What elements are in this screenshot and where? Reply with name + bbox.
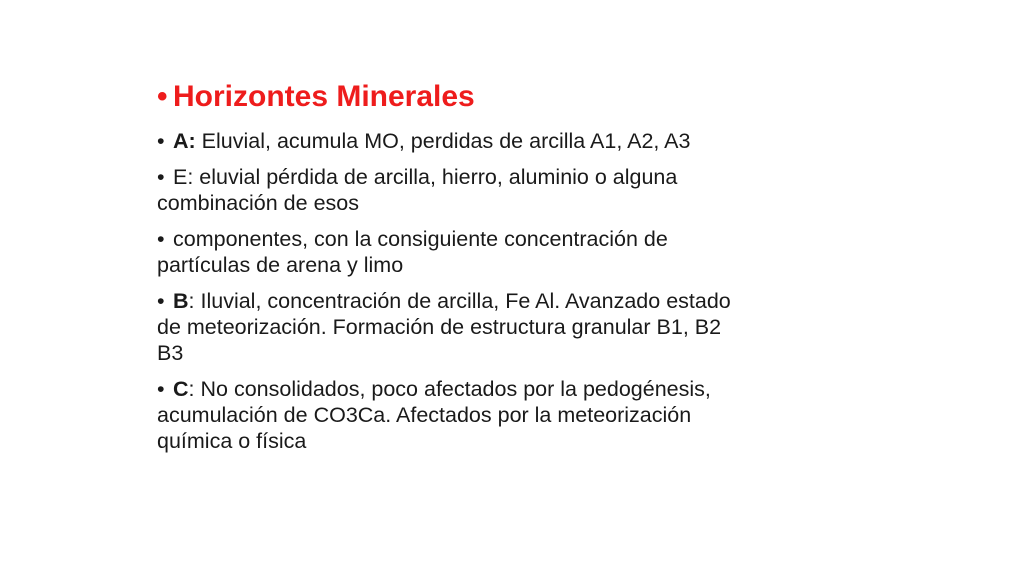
bullet-text: E: eluvial pérdida de arcilla, hierro, aluminio o alguna combinación de esos — [157, 165, 678, 215]
bullet-key: A — [173, 129, 189, 153]
bullet-item-components — [157, 226, 747, 278]
bullet-item-c — [157, 376, 747, 454]
bullet-icon: • — [157, 289, 165, 313]
bullet-icon: • — [157, 129, 165, 153]
bullet-sep: : — [188, 289, 195, 313]
bullet-item-e — [157, 164, 747, 216]
slide-title — [157, 78, 747, 116]
bullet-text: Eluvial, acumula MO, perdidas de arcilla A1, A2, A3 — [195, 129, 691, 153]
bullet-icon: • — [157, 80, 168, 113]
slide-content — [157, 78, 747, 464]
bullet-key: C — [173, 377, 189, 401]
bullet-sep: : — [188, 377, 195, 401]
bullet-text: componentes, con la consiguiente concentración de partículas de arena y limo — [157, 227, 668, 277]
bullet-text: Iluvial, concentración de arcilla, Fe Al. Avanzado estado de meteorización. Formación de estructura granular B1, B2 B3 — [157, 289, 731, 365]
bullet-icon: • — [157, 165, 165, 189]
title-text: Horizontes Minerales — [173, 80, 475, 113]
bullet-key: B — [173, 289, 189, 313]
bullet-icon: • — [157, 227, 165, 251]
bullet-icon: • — [157, 377, 165, 401]
bullet-item-a — [157, 128, 747, 154]
bullet-text: No consolidados, poco afectados por la pedogénesis, acumulación de CO3Ca. Afectados por la meteorización química o física — [157, 377, 711, 453]
bullet-sep: : — [188, 129, 196, 153]
bullet-item-b — [157, 288, 747, 366]
